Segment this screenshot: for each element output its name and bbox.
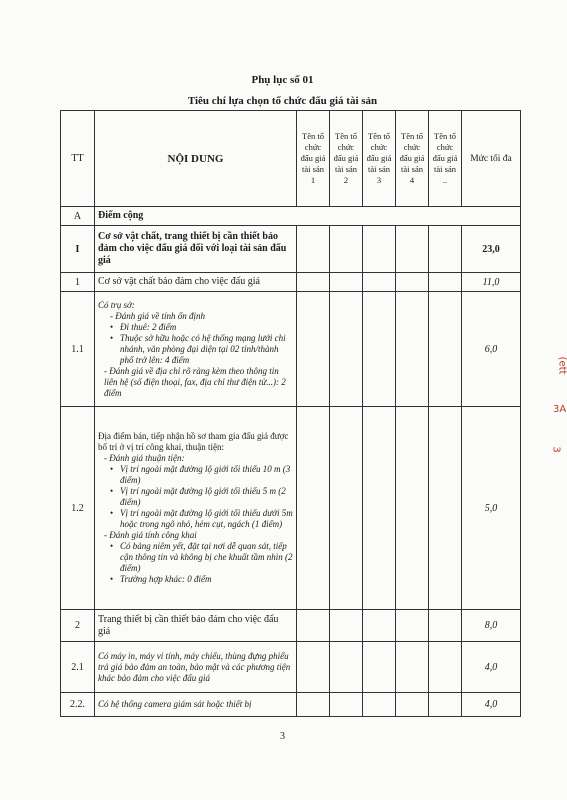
header-org-1: Tên tổ chức đấu giá tài sản 1 xyxy=(297,111,330,207)
table-row xyxy=(61,693,521,717)
detail-bullet: • Trường hợp khác: 0 điểm xyxy=(98,574,293,585)
header-org-5: Tên tổ chức đấu giá tài sản .. xyxy=(429,111,462,207)
detail-bullet: • Có bảng niêm yết, đặt tại nơi dễ quan sát, tiếp cận thông tin và không bị che khuất tầm nhìn (2 điểm) xyxy=(98,541,293,574)
table-row xyxy=(61,407,521,610)
table-row xyxy=(61,207,521,226)
row-score: 23,0 xyxy=(462,226,521,273)
table-row xyxy=(61,273,521,292)
header-max-score: Mức tối đa xyxy=(462,111,521,207)
row-tt: 2.2. xyxy=(61,693,95,717)
row-score: 5,0 xyxy=(462,407,521,610)
row-content: Có máy in, máy vi tính, máy chiếu, thùng đựng phiếu trả giá bảo đảm an toàn, bảo mật và các phương tiện khác bảo đảm cho việc đấu giá xyxy=(95,642,297,693)
row-score: 4,0 xyxy=(462,642,521,693)
row-content: Cơ sở vật chất bảo đảm cho việc đấu giá xyxy=(95,273,297,292)
header-content: NỘI DUNG xyxy=(95,111,297,207)
margin-handwriting: (ett xyxy=(556,356,567,375)
row-content: Có hệ thống camera giám sát hoặc thiết bị xyxy=(95,693,297,717)
detail-line: - Đánh giá về tính ổn định xyxy=(110,310,205,321)
row-score: 6,0 xyxy=(462,292,521,407)
header-org-4: Tên tổ chức đấu giá tài sản 4 xyxy=(396,111,429,207)
detail-bullet: • Thuộc sở hữu hoặc có hệ thống mạng lưới chi nhánh, văn phòng đại diện tại 02 tỉnh/thành phố trở lên: 4 điểm xyxy=(98,333,293,366)
row-tt: 1.2 xyxy=(61,407,95,610)
header-org-2: Tên tổ chức đấu giá tài sản 2 xyxy=(330,111,363,207)
row-content xyxy=(95,407,297,610)
detail-intro: Địa điểm bán, tiếp nhận hồ sơ tham gia đấu giá được bố trí ở vị trí công khai, thuận tiện: xyxy=(98,431,289,452)
detail-line: - Đánh giá thuận tiện: xyxy=(104,453,185,463)
row-tt: 2.1 xyxy=(61,642,95,693)
appendix-title: Phụ lục số 01 xyxy=(251,74,314,86)
row-score: 11,0 xyxy=(462,273,521,292)
row-tt: 1.1 xyxy=(61,292,95,407)
detail-line: - Đánh giá về địa chỉ rõ ràng kèm theo thông tin liên hệ (số điện thoại, fax, địa chỉ thư điện tử...): 2 điểm xyxy=(104,365,286,398)
table-row xyxy=(61,226,521,273)
row-content: Cơ sở vật chất, trang thiết bị cần thiết bảo đảm cho việc đấu giá đối với loại tài sản đấu giá xyxy=(95,226,297,273)
page-number: 3 xyxy=(280,731,285,742)
row-content xyxy=(95,292,297,407)
header-row xyxy=(61,111,521,207)
detail-bullet: • Đi thuê: 2 điểm xyxy=(98,322,293,333)
row-score: 8,0 xyxy=(462,610,521,642)
margin-handwriting: 3A xyxy=(553,404,567,415)
table-row xyxy=(61,610,521,642)
table-row xyxy=(61,642,521,693)
table-title: Tiêu chí lựa chọn tổ chức đấu giá tài sản xyxy=(187,95,378,107)
criteria-table xyxy=(60,110,521,717)
detail-bullet: • Vị trí ngoài mặt đường lộ giới tối thiểu 10 m (3 điểm) xyxy=(98,464,293,486)
header-org-3: Tên tổ chức đấu giá tài sản 3 xyxy=(363,111,396,207)
row-score: 4,0 xyxy=(462,693,521,717)
row-tt: I xyxy=(61,226,95,273)
detail-line: Có trụ sở: xyxy=(98,299,135,310)
row-content: Điểm cộng xyxy=(95,207,521,226)
table-row xyxy=(61,292,521,407)
row-tt: A xyxy=(61,207,95,226)
row-tt: 2 xyxy=(61,610,95,642)
margin-handwriting: 3 xyxy=(550,446,562,453)
detail-line: - Đánh giá tính công khai xyxy=(104,530,197,540)
row-tt: 1 xyxy=(61,273,95,292)
detail-bullet: • Vị trí ngoài mặt đường lộ giới tối thiểu 5 m (2 điểm) xyxy=(98,486,293,508)
row-content: Trang thiết bị cần thiết bảo đảm cho việc đấu giá xyxy=(95,610,297,642)
header-tt: TT xyxy=(61,111,95,207)
detail-bullet: • Vị trí ngoài mặt đường lộ giới tối thiểu dưới 5m hoặc trong ngõ nhỏ, hẻm cụt, ngách (1 điểm) xyxy=(98,508,293,530)
